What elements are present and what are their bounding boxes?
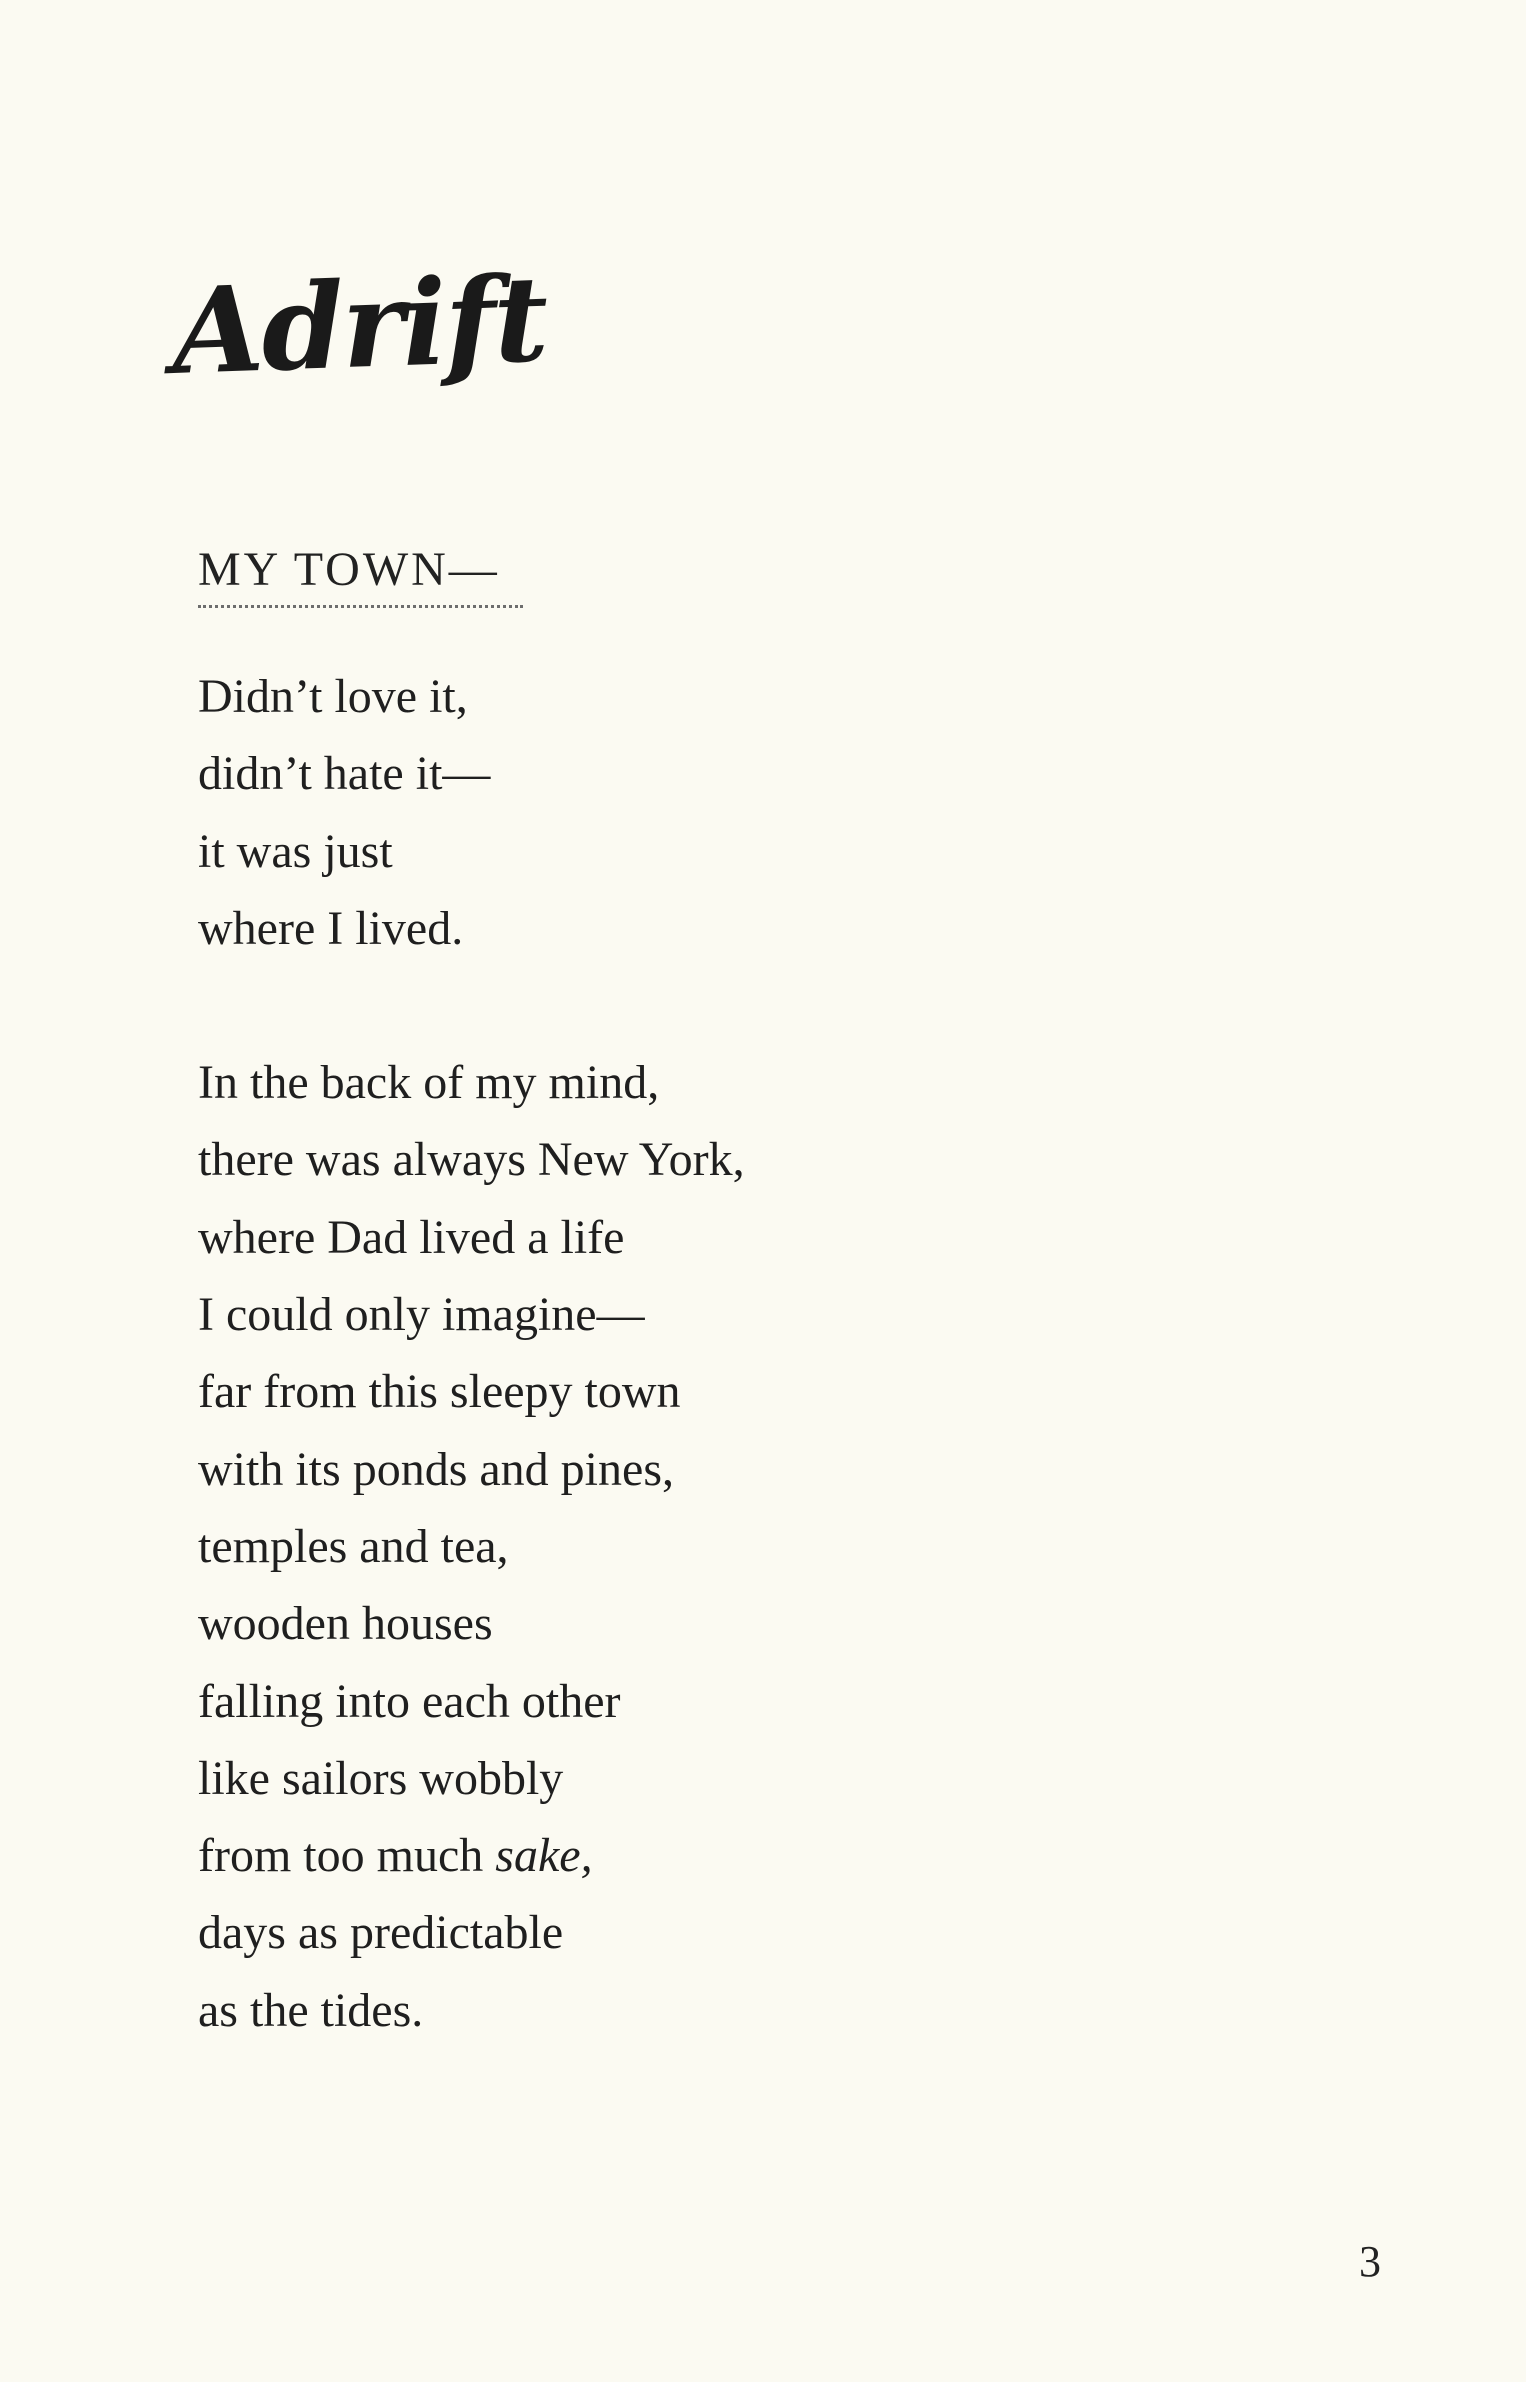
- poem-line: where I lived.: [198, 901, 464, 955]
- poem-line: like sailors wobbly: [198, 1751, 564, 1805]
- poem-body: [198, 658, 745, 2049]
- stanza-2: [198, 1044, 745, 2049]
- section-title: Adrift: [169, 248, 549, 401]
- stanza-1: [198, 658, 745, 967]
- poem-line: wooden houses: [198, 1597, 493, 1651]
- poem-line: falling into each other: [198, 1674, 621, 1728]
- poem-line: temples and tea,: [198, 1519, 509, 1573]
- italic-word-sake: sake,: [495, 1829, 593, 1883]
- poem-line: didn’t hate it—: [198, 747, 491, 801]
- poem-line-sake: [198, 1817, 745, 1894]
- poem-line: with its ponds and pines,: [198, 1442, 674, 1496]
- poem-title: MY TOWN—: [198, 543, 500, 596]
- poem-line: In the back of my mind,: [198, 1056, 660, 1110]
- poem-line: as the tides.: [198, 1983, 424, 2037]
- page-number: 3: [1359, 2237, 1381, 2286]
- title-dotted-rule: [198, 605, 523, 608]
- poem-line: there was always New York,: [198, 1133, 745, 1187]
- poem-line: I could only imagine—: [198, 1288, 645, 1342]
- poem-line-prefix: from too much: [198, 1829, 496, 1883]
- poem-line: Didn’t love it,: [198, 670, 468, 723]
- poem-line: it was just: [198, 824, 393, 878]
- poem-line: where Dad lived a life: [198, 1210, 625, 1264]
- poem-line: days as predictable: [198, 1906, 564, 1960]
- poem-line: far from this sleepy town: [198, 1365, 681, 1419]
